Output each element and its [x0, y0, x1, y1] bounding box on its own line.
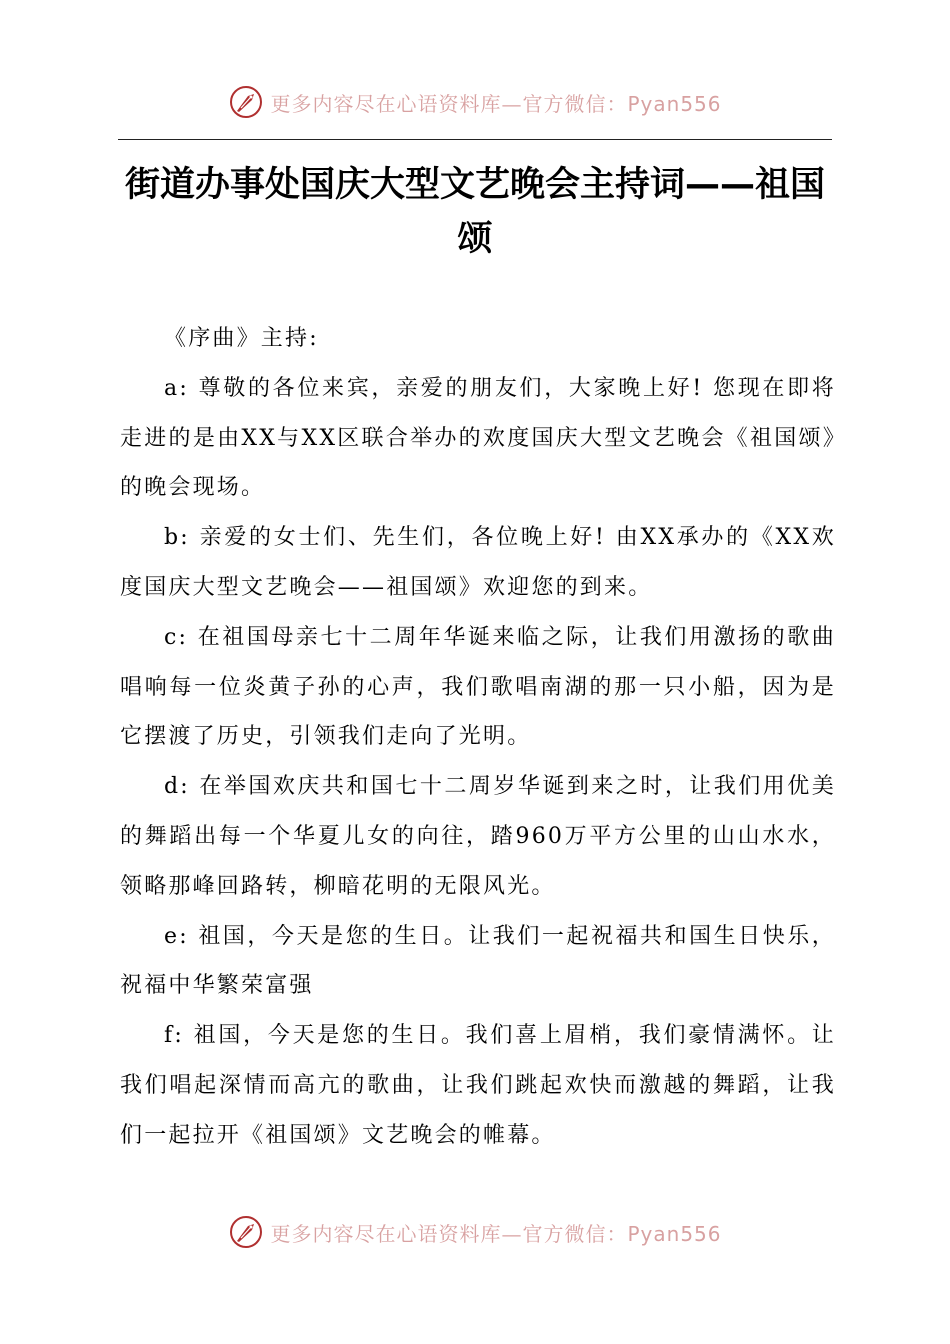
wechat-id: Pyan556: [627, 1221, 722, 1246]
pen-nib-logo-icon: [228, 1214, 264, 1250]
document-title: 街道办事处国庆大型文艺晚会主持词——祖国颂: [124, 165, 825, 259]
wechat-id: Pyan556: [627, 91, 722, 116]
paragraph-d: d: 在举国欢庆共和国七十二周岁华诞到来之时，让我们用优美的舞蹈出每一个华夏儿女的向往，踏960万平方公里的山山水水，领略那峰回路转，柳暗花明的无限风光。: [120, 774, 836, 899]
banner-label: 更多内容尽在心语资料库—官方微信：: [270, 1221, 628, 1246]
header-banner: [0, 80, 950, 124]
footer-banner: [0, 1210, 950, 1254]
banner-text: [270, 1218, 721, 1247]
paragraph-a: a: 尊敬的各位来宾，亲爱的朋友们，大家晚上好! 您现在即将走进的是由XX与XX区联合举办的欢度国庆大型文艺晚会《祖国颂》的晚会现场。: [120, 375, 836, 501]
paragraph-f: f: 祖国，今天是您的生日。我们喜上眉梢，我们豪情满怀。让我们唱起深情而高亢的歌曲，让我们跳起欢快而激越的舞蹈，让我们一起拉开《祖国颂》文艺晚会的帷幕。: [120, 1023, 836, 1148]
paragraph-b: b: 亲爱的女士们、先生们，各位晚上好! 由XX承办的《XX欢度国庆大型文艺晚会——祖国颂》欢迎您的到来。: [120, 525, 836, 600]
banner-label: 更多内容尽在心语资料库—官方微信：: [270, 91, 628, 116]
header-rule: [118, 139, 832, 140]
document-body: [120, 314, 836, 1161]
paragraph-e: e: 祖国，今天是您的生日。让我们一起祝福共和国生日快乐，祝福中华繁荣富强: [120, 923, 836, 999]
paragraph-prelude: 《序曲》主持:: [164, 326, 319, 351]
pen-nib-logo-icon: [228, 84, 264, 120]
paragraph-c: c: 在祖国母亲七十二周年华诞来临之际，让我们用激扬的歌曲唱响每一位炎黄子孙的心声，我们歌唱南湖的那一只小船，因为是它摆渡了历史，引领我们走向了光明。: [120, 624, 836, 750]
banner-text: [270, 88, 721, 117]
